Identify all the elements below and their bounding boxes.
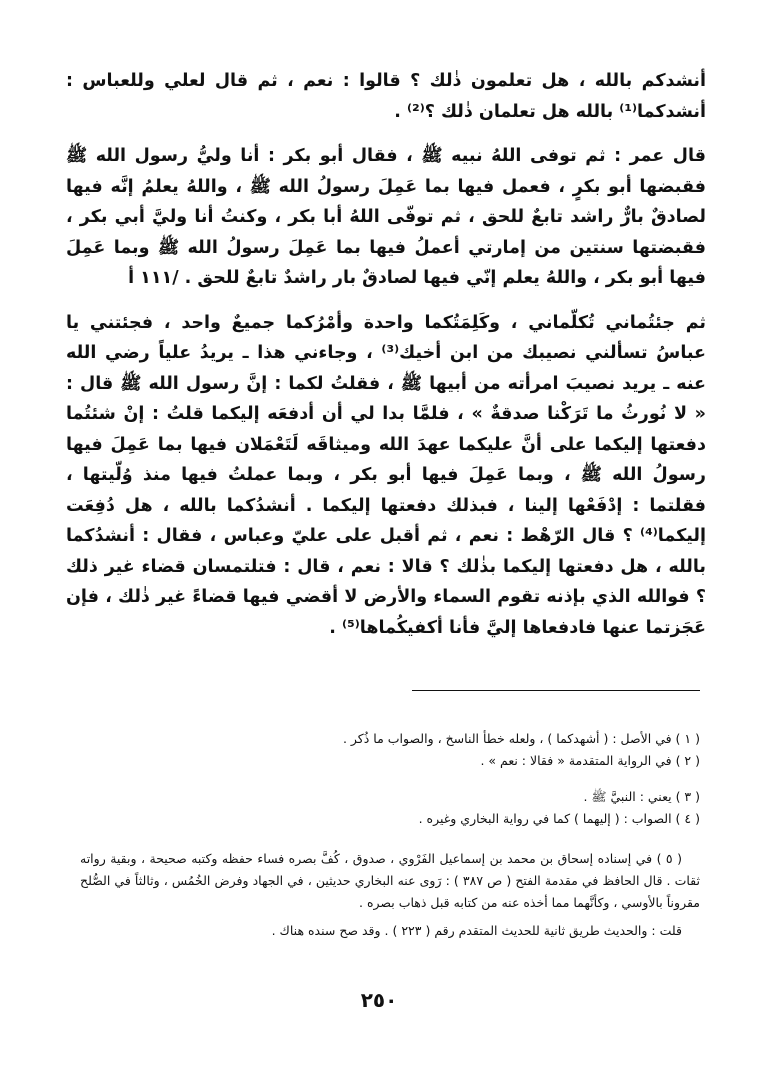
footnote-2: ( ٢ ) في الرواية المتقدمة « فقالا : نعم » . (480, 753, 700, 768)
footnote-5: ( ٥ ) في إسناده إسحاق بن محمد بن إسماعيل الفَرْوي ، صدوق ، كُفَّ بصره فساء حفظه وكتبه صحيحة ، وبقية رواته ثقات . قال الحافظ في مقدمة الفتح ( ص ٣٨٧ ) : رَوى عنه البخاري حديثين ، في الجهاد وفرض الخُمُس ، وثالثاً في الصُّلح مقروناً بالأوسي ، وكأنَّهما مما أخذه عنه من كتابه قبل ذهاب بصره . (80, 851, 700, 910)
footnote-divider (412, 690, 700, 691)
main-text (66, 66, 706, 657)
footnotes (80, 728, 700, 942)
body-paragraph-1: أنشدكم بالله ، هل تعلمون ذٰلك ؟ قالوا : نعم ، ثم قال لعلي وللعباس : أنشدكما⁽¹⁾ بالله هل تعلمان ذٰلك ؟⁽²⁾ . (66, 71, 706, 122)
body-paragraph-3: ثم جئتُماني تُكلّماني ، وكَلِمَتُكما واحدة وأمْرُكما جميعٌ واحد ، فجئتني يا عباسُ تسألني نصيبك من ابن أخيك⁽³⁾ ، وجاءني هذا ـ يريدُ علياً رضي الله عنه ـ يريد نصيبَ امرأته من أبيها ﷺ ، فقلتُ لكما : إنَّ رسول الله ﷺ قال : « لا نُورثُ ما تَرَكْنا صدقةٌ » ، فلمَّا بدا لي أن أدفعَه إليكما قلتُ : إنْ شئتُما دفعتها إليكما على أنَّ عليكما عهدَ الله وميثاقَه لَتَعْمَلان فيها بما عَمِلَ فيها رسولُ الله ﷺ ، وبما عَمِلَ فيها أبو بكر ، وبما عملتُ فيها منذ وُلّيتها ، فقلتما : إدْفَعْها إلينا ، فبذلك دفعتها إليكما . أنشدُكما بالله ، هل دُفِعَت إليكما⁽⁴⁾ ؟ قال الرّهْط : نعم ، ثم أقبل على عليّ وعباس ، فقال : أنشدُكما بالله ، هل دفعتها إليكما بذٰلك ؟ قالا : نعم ، قال : فتلتمسان قضاء غير ذلك ؟ فوالله الذي بإذنه تقوم السماء والأرض لا أقضي فيها قضاءً غير ذٰلك ، فإن عَجَزتما عنها فادفعاها إليَّ فأنا أكفيكُماها⁽⁵⁾ . (66, 312, 706, 638)
body-paragraph-2: قال عمر : ثم توفى اللهُ نبيه ﷺ ، فقال أبو بكر : أنا وليُّ رسول الله ﷺ فقبضها أبو بكرٍ ، فعمل فيها بما عَمِلَ رسولُ الله ﷺ ، واللهُ يعلمُ إنَّه فيها لصادقٌ بارٌّ راشد تابعٌ للحق ، ثم توفّى اللهُ أبا بكر ، وكنتُ أنا وليَّ أبي بكر ، فقبضتها سنتين من إمارتي أعملُ فيها بما عَمِلَ رسولُ الله ﷺ وبما عَمِلَ فيها أبو بكر ، واللهُ يعلم إنّي فيها لصادقٌ بار راشدٌ تابعٌ للحق . /١١١ أ (66, 146, 706, 288)
footnote-3: ( ٣ ) يعني : النبيَّ ﷺ . (583, 789, 700, 804)
footnote-editor-note: قلت : والحديث طريق ثانية للحديث المتقدم رقم ( ٢٢٣ ) . وقد صح سنده هناك . (271, 923, 682, 938)
page-number: ٢٥٠ (360, 988, 398, 1012)
footnote-1: ( ١ ) في الأصل : ( أشهدكما ) ، ولعله خطأ الناسخ ، والصواب ما ذُكر . (342, 731, 700, 746)
footnote-4: ( ٤ ) الصواب : ( إليهما ) كما في رواية البخاري وغيره . (418, 811, 700, 826)
